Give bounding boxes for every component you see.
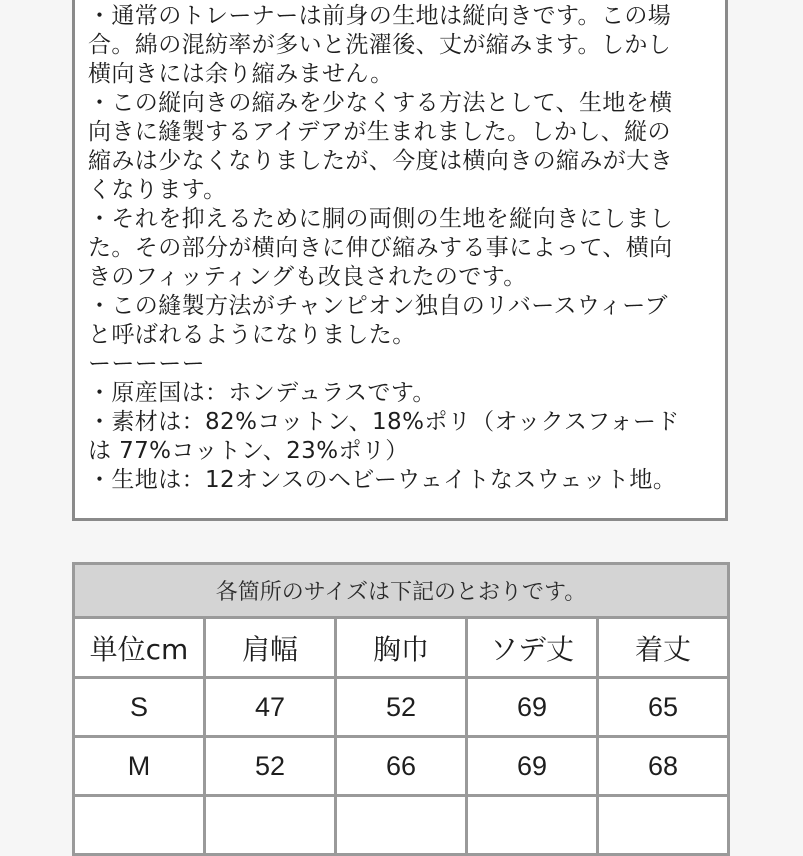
- description-line: ・それを抑えるために胴の両側の生地を縦向きにしまし: [88, 206, 673, 232]
- size-table: [72, 562, 730, 856]
- size-table-title: 各箇所のサイズは下記のとおりです。: [74, 564, 729, 618]
- material-line-2: は 77%コットン、23%ポリ）: [88, 438, 409, 464]
- description-line: 横向きには余り縮みません。: [88, 61, 394, 87]
- header-sleeve: ソデ丈: [467, 618, 598, 678]
- description-line: た。その部分が横向きに伸び縮みする事によって、横向: [88, 235, 673, 261]
- origin-line: ・原産国は：ホンデュラスです。: [88, 380, 436, 406]
- sleeve-value: 69: [467, 678, 598, 737]
- chest-value: [336, 796, 467, 855]
- size-label: M: [74, 737, 205, 796]
- description-line: 合。綿の混紡率が多いと洗濯後、丈が縮みます。しかし: [88, 32, 672, 58]
- chest-value: 52: [336, 678, 467, 737]
- sleeve-value: 69: [467, 737, 598, 796]
- length-value: 68: [598, 737, 729, 796]
- size-label: S: [74, 678, 205, 737]
- length-value: 65: [598, 678, 729, 737]
- description-line: と呼ばれるようになりました。: [88, 322, 416, 348]
- table-row: [74, 678, 729, 737]
- description-line: くなります。: [88, 177, 227, 203]
- sleeve-value: [467, 796, 598, 855]
- description-line: きのフィッティングも改良されたのです。: [88, 264, 527, 290]
- separator-line: ーーーーー: [88, 351, 205, 377]
- chest-value: 66: [336, 737, 467, 796]
- table-row: [74, 796, 729, 855]
- size-table-header-row: [74, 618, 729, 678]
- length-value: [598, 796, 729, 855]
- description-line: 向きに縫製するアイデアが生まれました。しかし、縦の: [88, 119, 671, 145]
- size-label: [74, 796, 205, 855]
- header-chest: 胸巾: [336, 618, 467, 678]
- shoulder-value: 52: [205, 737, 336, 796]
- product-description-box: [72, 0, 728, 521]
- description-line: ・通常のトレーナーは前身の生地は縦向きです。この場: [88, 3, 672, 29]
- shoulder-value: [205, 796, 336, 855]
- table-row: [74, 737, 729, 796]
- header-shoulder: 肩幅: [205, 618, 336, 678]
- shoulder-value: 47: [205, 678, 336, 737]
- description-line: 縮みは少なくなりましたが、今度は横向きの縮みが大き: [88, 148, 673, 174]
- description-line: ・この縦向きの縮みを少なくする方法として、生地を横: [88, 90, 673, 116]
- size-table-title-row: [74, 564, 729, 618]
- header-unit: 単位cm: [74, 618, 205, 678]
- header-length: 着丈: [598, 618, 729, 678]
- material-line: ・素材は：82%コットン、18%ポリ（オックスフォード: [88, 409, 680, 435]
- description-line: ・この縫製方法がチャンピオン独自のリバースウィーブ: [88, 293, 668, 319]
- fabric-line: ・生地は：12オンスのヘビーウェイトなスウェット地。: [88, 467, 677, 493]
